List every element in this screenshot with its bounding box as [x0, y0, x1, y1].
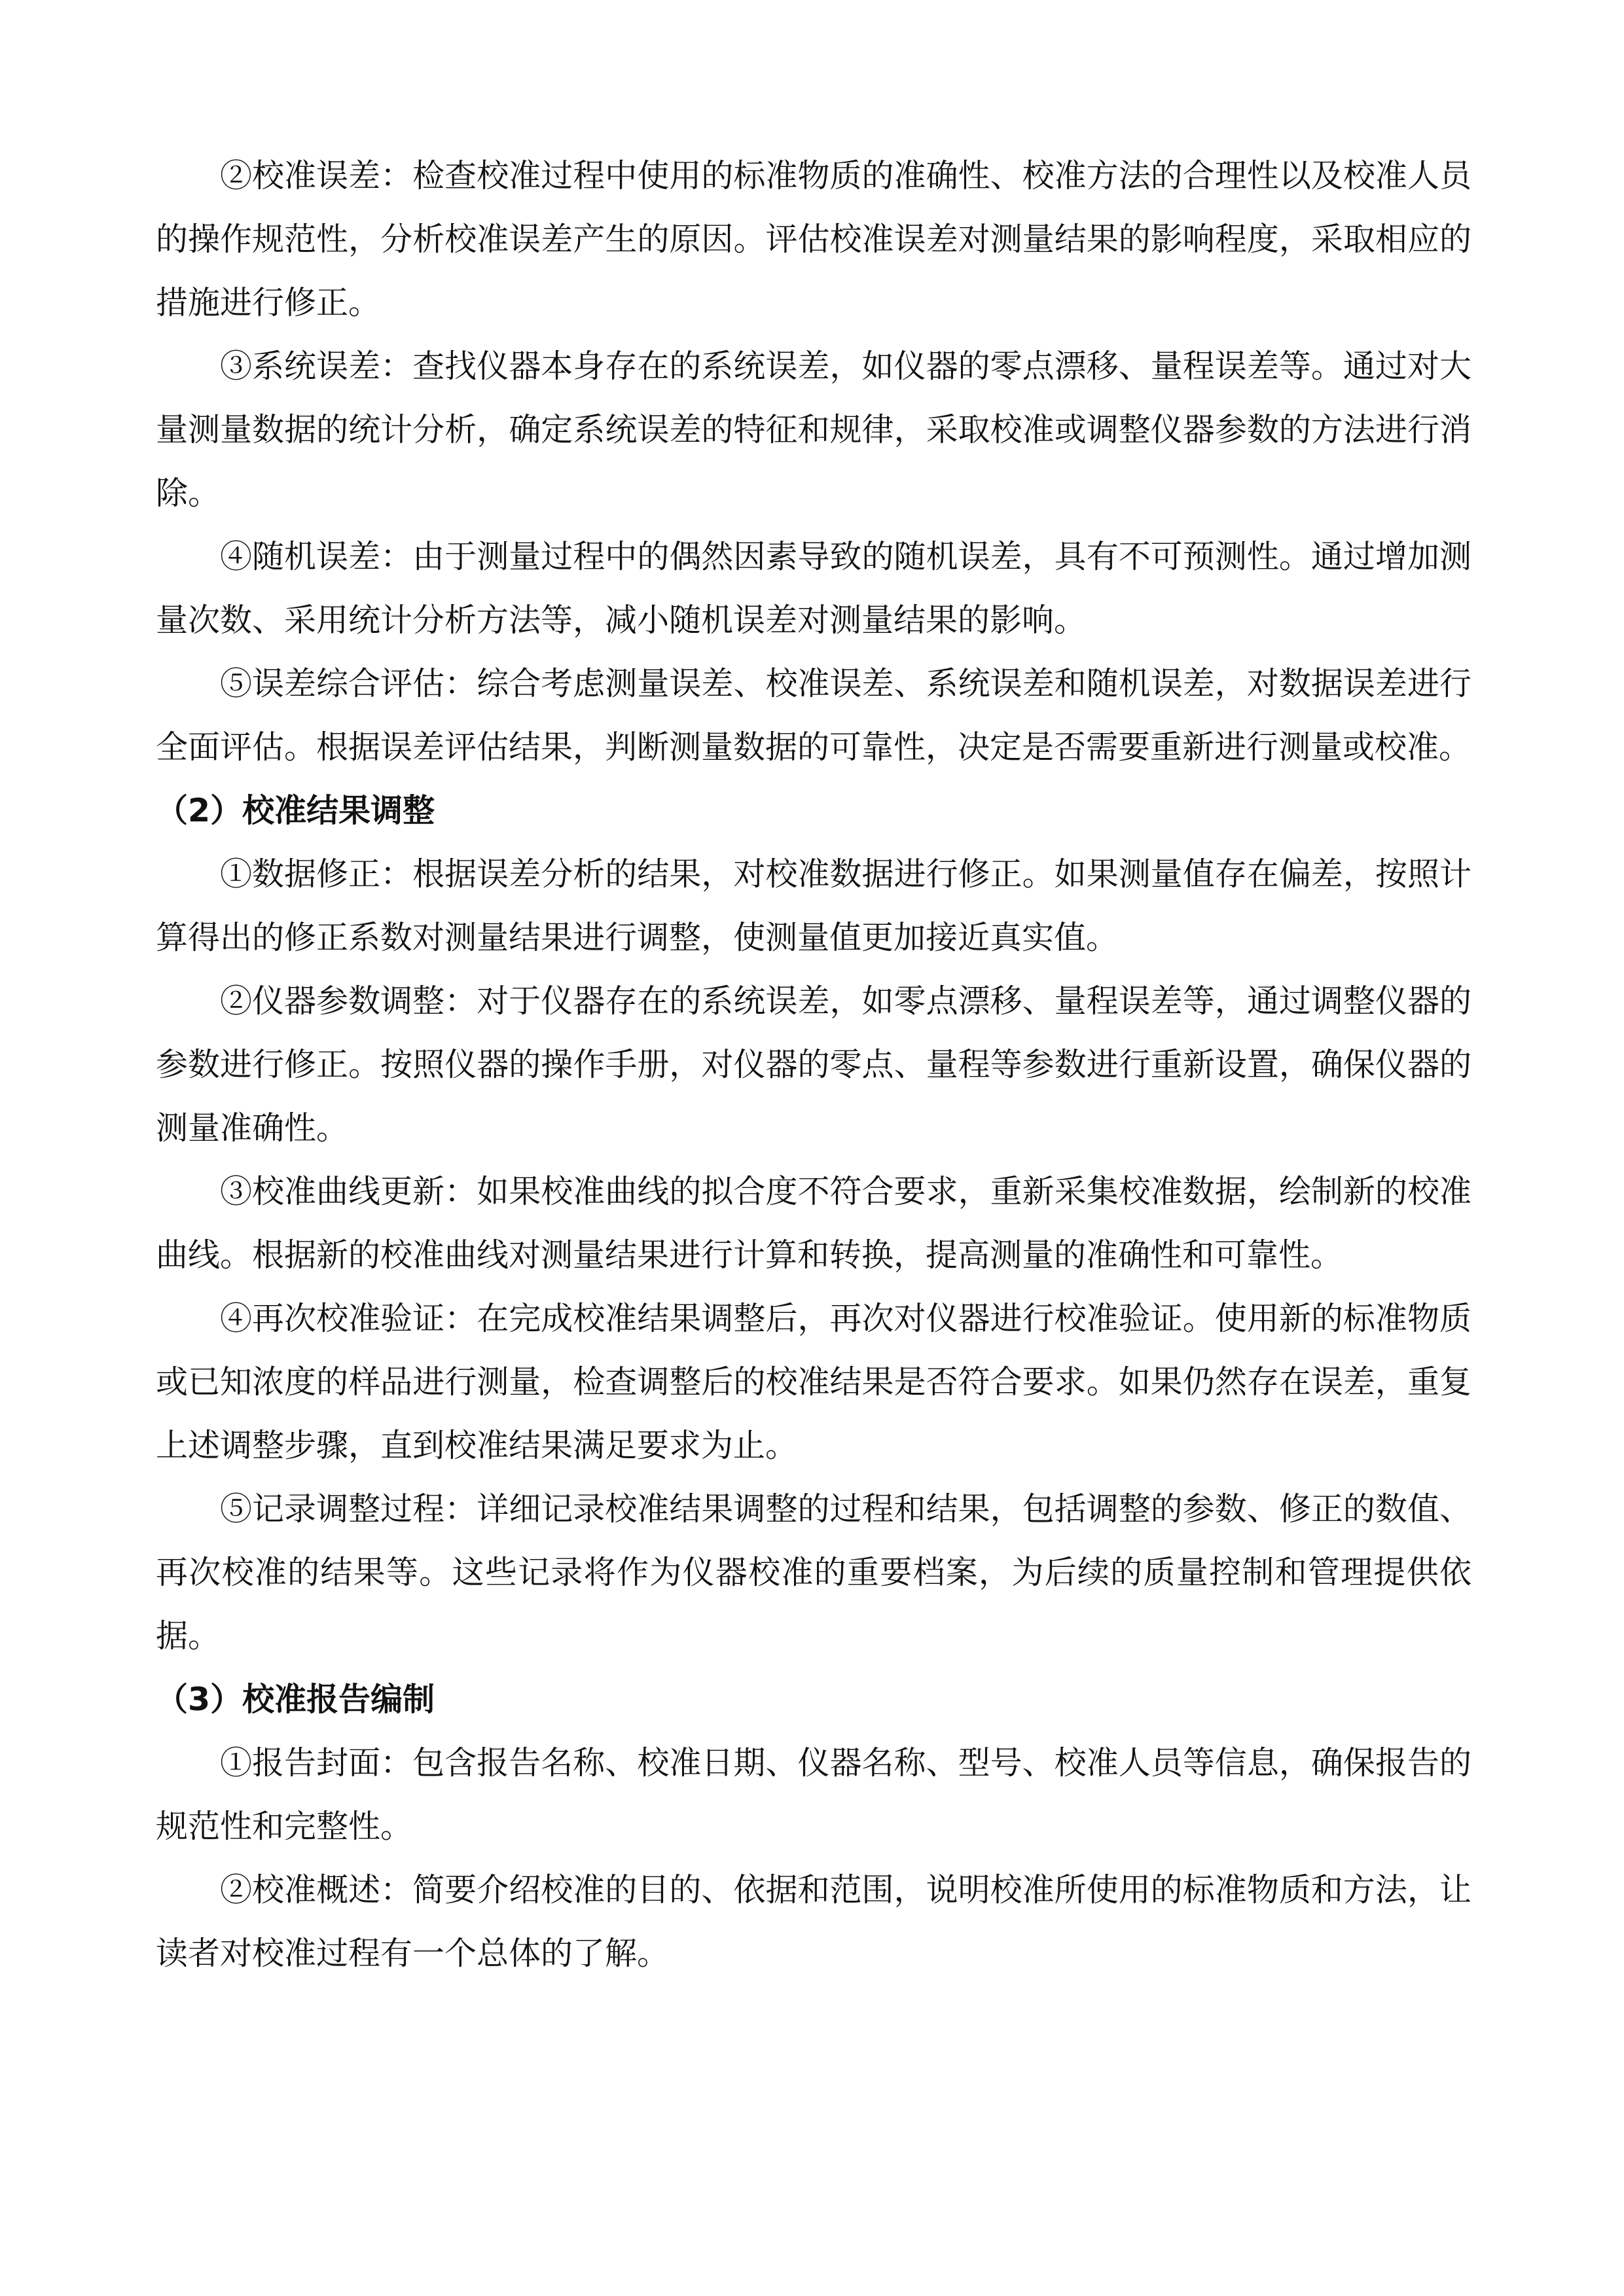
paragraph-parameter-adjustment: ②仪器参数调整：对于仪器存在的系统误差，如零点漂移、量程误差等，通过调整仪器的参数进行修正。按照仪器的操作手册，对仪器的零点、量程等参数进行重新设置，确保仪器的测量准确性。 — [156, 982, 1471, 1147]
paragraph-record-adjustment: ⑤记录调整过程：详细记录校准结果调整的过程和结果，包括调整的参数、修正的数值、再次校准的结果等。这些记录将作为仪器校准的重要档案，为后续的质量控制和管理提供依据。 — [156, 1490, 1471, 1655]
paragraph-calibration-error: ②校准误差：检查校准过程中使用的标准物质的准确性、校准方法的合理性以及校准人员的操作规范性，分析校准误差产生的原因。评估校准误差对测量结果的影响程度，采取相应的措施进行修正。 — [156, 157, 1471, 321]
paragraph-random-error: ④随机误差：由于测量过程中的偶然因素导致的随机误差，具有不可预测性。通过增加测量次数、采用统计分析方法等，减小随机误差对测量结果的影响。 — [156, 538, 1471, 639]
section-heading-result-adjustment: （2）校准结果调整 — [156, 792, 435, 829]
paragraph-data-correction: ①数据修正：根据误差分析的结果，对校准数据进行修正。如果测量值存在偏差，按照计算得出的修正系数对测量结果进行调整，使测量值更加接近真实值。 — [156, 855, 1471, 956]
document-page — [156, 144, 1471, 1985]
paragraph-systematic-error: ③系统误差：查找仪器本身存在的系统误差，如仪器的零点漂移、量程误差等。通过对大量测量数据的统计分析，确定系统误差的特征和规律，采取校准或调整仪器参数的方法进行消除。 — [156, 348, 1471, 512]
paragraph-calibration-overview: ②校准概述：简要介绍校准的目的、依据和范围，说明校准所使用的标准物质和方法，让读者对校准过程有一个总体的了解。 — [156, 1871, 1471, 1972]
section-heading-report-preparation: （3）校准报告编制 — [156, 1681, 435, 1718]
paragraph-curve-update: ③校准曲线更新：如果校准曲线的拟合度不符合要求，重新采集校准数据，绘制新的校准曲线。根据新的校准曲线对测量结果进行计算和转换，提高测量的准确性和可靠性。 — [156, 1173, 1471, 1274]
paragraph-reverification: ④再次校准验证：在完成校准结果调整后，再次对仪器进行校准验证。使用新的标准物质或已知浓度的样品进行测量，检查调整后的校准结果是否符合要求。如果仍然存在误差，重复上述调整步骤，直到校准结果满足要求为止。 — [156, 1300, 1471, 1464]
paragraph-report-cover: ①报告封面：包含报告名称、校准日期、仪器名称、型号、校准人员等信息，确保报告的规范性和完整性。 — [156, 1744, 1471, 1845]
paragraph-error-assessment: ⑤误差综合评估：综合考虑测量误差、校准误差、系统误差和随机误差，对数据误差进行全面评估。根据误差评估结果，判断测量数据的可靠性，决定是否需要重新进行测量或校准。 — [156, 665, 1471, 766]
